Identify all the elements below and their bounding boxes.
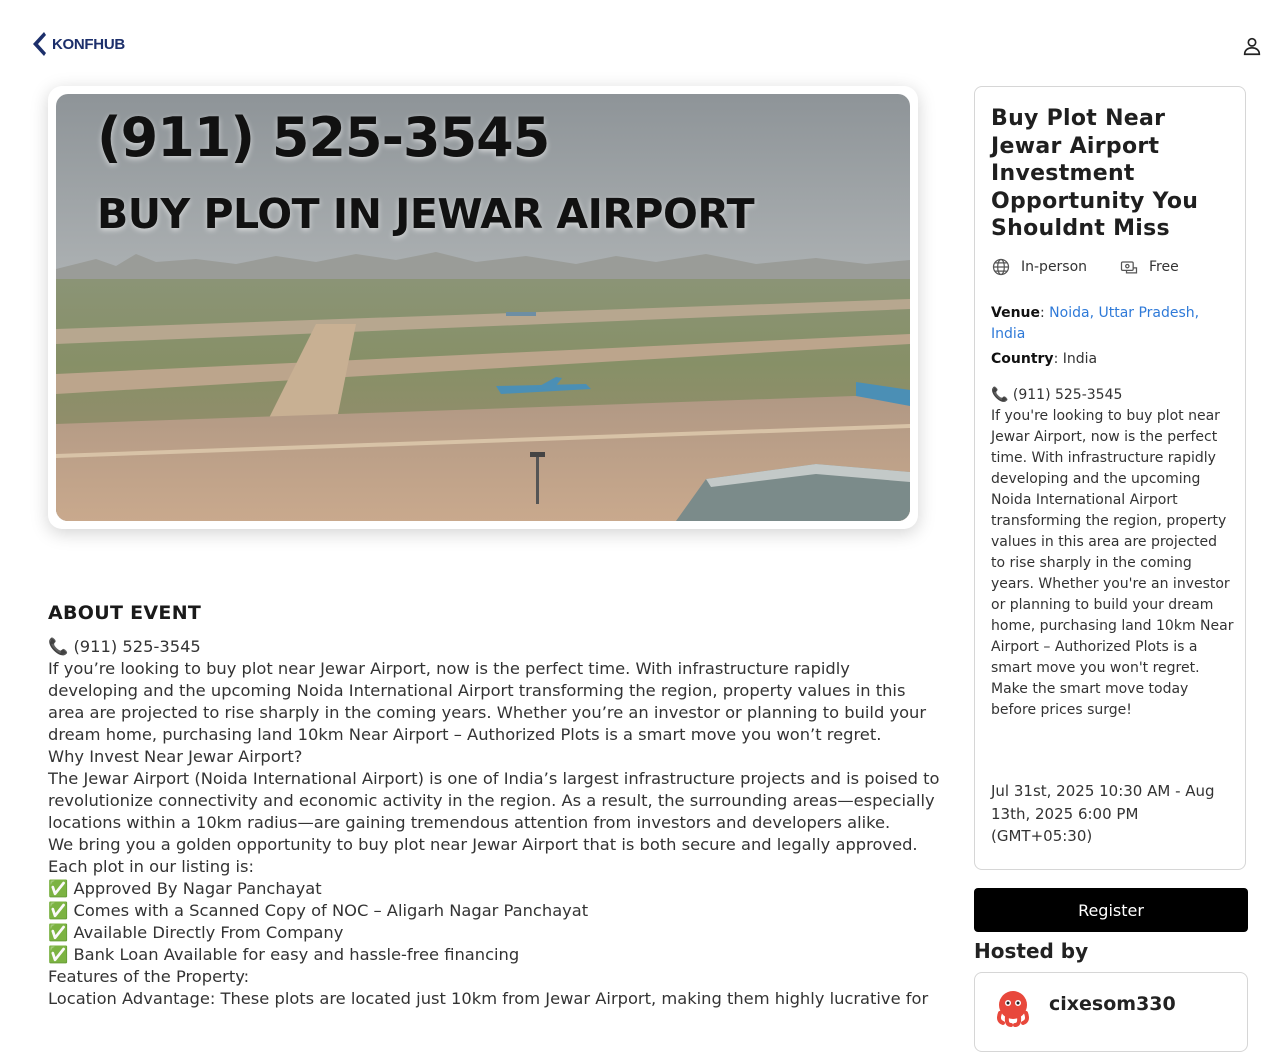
about-feature-item: ✅ Bank Loan Available for easy and hassle-free financing bbox=[48, 945, 520, 964]
event-country: Country: India bbox=[991, 351, 1098, 367]
ticket-price-icon bbox=[1119, 257, 1139, 277]
logo-text: KONFHUB bbox=[52, 35, 125, 53]
about-feature-item: ✅ Comes with a Scanned Copy of NOC – Aligarh Nagar Panchayat bbox=[48, 901, 589, 920]
about-paragraph: The Jewar Airport (Noida International Airport) is one of India’s largest infrastructure projects and is poised to revolutionize connectivity and economic activity in the region. As a result, the surrounding areas—especially locations within a 10km radius—are gaining tremendous attention from investors and developers alike. bbox=[48, 769, 940, 832]
about-feature-item: ✅ Available Directly From Company bbox=[48, 923, 344, 942]
about-phone-line: 📞 (911) 525-3545 bbox=[48, 637, 201, 656]
event-details-card bbox=[974, 86, 1246, 870]
about-paragraph: If you’re looking to buy plot near Jewar Airport, now is the perfect time. With infrastructure rapidly developing and the upcoming Noida International Airport transforming the region, property values in this area are projected to rise sharply in the coming years. Whether you’re an investor or planning to build your dream home, purchasing land 10km Near Airport – Authorized Plots is a smart move you won’t regret. bbox=[48, 659, 927, 744]
event-short-description bbox=[991, 385, 1235, 721]
event-banner-card bbox=[48, 86, 918, 529]
about-paragraph: Location Advantage: These plots are located just 10km from Jewar Airport, making them highly lucrative for bbox=[48, 989, 929, 1008]
about-paragraph: Why Invest Near Jewar Airport? bbox=[48, 747, 303, 766]
country-label: Country bbox=[991, 351, 1054, 367]
globe-icon bbox=[991, 257, 1011, 277]
logo-chevron-icon bbox=[30, 30, 48, 58]
top-header bbox=[0, 0, 1280, 86]
host-name[interactable]: cixesom330 bbox=[1049, 993, 1176, 1015]
host-card[interactable] bbox=[974, 972, 1248, 1052]
user-profile-icon[interactable] bbox=[1241, 35, 1263, 57]
host-avatar-icon bbox=[993, 987, 1033, 1027]
event-banner-image bbox=[56, 94, 910, 521]
banner-phone-text: (911) 525-3545 bbox=[97, 106, 550, 169]
about-event-heading: ABOUT EVENT bbox=[48, 602, 202, 624]
about-paragraph: We bring you a golden opportunity to buy plot near Jewar Airport that is both secure and legally approved. Each plot in our listing is: bbox=[48, 835, 918, 876]
venue-link[interactable]: Noida, Uttar Pradesh, India bbox=[991, 305, 1200, 342]
banner-headline-text: BUY PLOT IN JEWAR AIRPORT bbox=[97, 190, 755, 238]
event-date-range: Jul 31st, 2025 10:30 AM - Aug 13th, 2025 6:00 PM (GMT+05:30) bbox=[991, 782, 1215, 845]
event-mode-label: In-person bbox=[1021, 259, 1088, 275]
hosted-by-heading: Hosted by bbox=[974, 939, 1089, 963]
event-price-label: Free bbox=[1149, 259, 1179, 275]
venue-label: Venue bbox=[991, 305, 1040, 321]
side-description-text: If you're looking to buy plot near Jewar Airport, now is the perfect time. With infrastructure rapidly developing and the upcoming Noida International Airport transforming the region, property values in this area are projected to rise sharply in the coming years. Whether you're an investor or planning to build your dream home, purchasing land 10km Near Airport – Authorized Plots is a smart move you won't regret. bbox=[991, 408, 1234, 676]
event-price bbox=[1119, 257, 1179, 277]
event-venue: Venue: Noida, Uttar Pradesh, India bbox=[991, 305, 1200, 342]
about-feature-item: ✅ Approved By Nagar Panchayat bbox=[48, 879, 322, 898]
event-mode bbox=[991, 257, 1087, 277]
event-title: Buy Plot Near Jewar Airport Investment Opportunity You Shouldnt Miss bbox=[991, 106, 1199, 241]
country-value: India bbox=[1062, 351, 1098, 367]
konfhub-logo[interactable] bbox=[30, 30, 125, 58]
about-paragraph: Features of the Property: bbox=[48, 967, 250, 986]
side-phone-line: 📞 (911) 525-3545 bbox=[991, 387, 1123, 403]
register-button[interactable]: Register bbox=[974, 888, 1248, 932]
about-event-body bbox=[48, 636, 943, 1010]
side-cta-text: Make the smart move today before prices surge! bbox=[991, 681, 1189, 718]
